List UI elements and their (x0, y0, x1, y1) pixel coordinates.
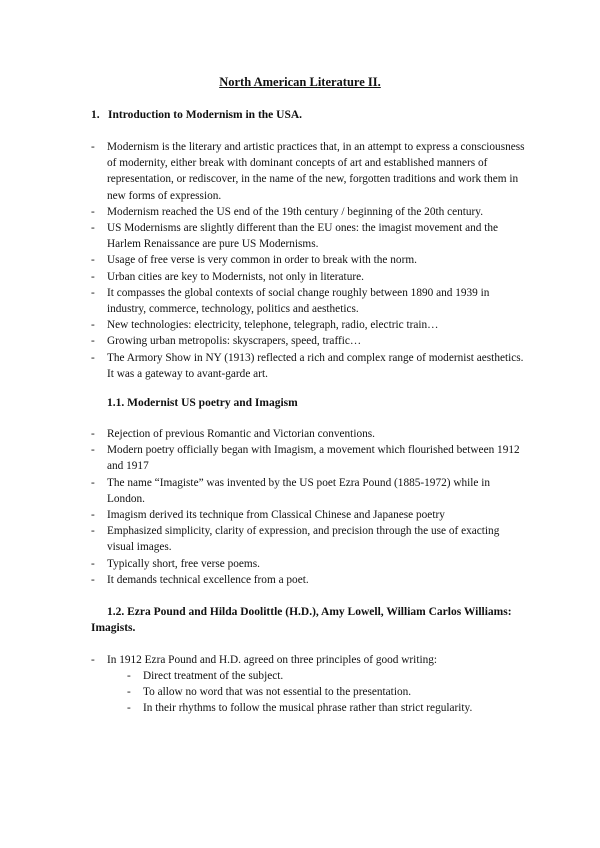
list-item: - The name “Imagiste” was invented by the US poet Ezra Pound (1885-1972) while in London. (91, 476, 491, 505)
list-item: - Modernism is the literary and artistic practices that, in an attempt to express a consciousness of modernity, either break with dominant concepts of art and established manners of representation, or rediscover, in the name of the new, forgotten traditions and work them in new forms of expression. (91, 141, 525, 202)
list-item: - Urban cities are key to Modernists, not only in literature. (91, 270, 364, 283)
section-1-2-bullet-list (0, 652, 527, 668)
section-1-1-bullet-list (0, 426, 527, 588)
list-item: - It compasses the global contexts of social change roughly between 1890 and 1939 in industry, commerce, technology, politics and aesthetics. (91, 286, 490, 316)
list-item: - To allow no word that was not essential to the presentation. (127, 686, 412, 699)
section-1-number: 1. (91, 109, 100, 121)
list-item: - Usage of free verse is very common in order to break with the norm. (91, 254, 417, 267)
list-item: - The Armory Show in NY (1913) reflected a rich and complex range of modernist aesthetics. It was a gateway to avant-garde art. (91, 351, 524, 380)
list-item: - Rejection of previous Romantic and Victorian conventions. (91, 428, 375, 440)
section-1-1-heading: 1.1. Modernist US poetry and Imagism (107, 397, 298, 409)
document-title: North American Literature II. (219, 75, 381, 89)
list-item: - New technologies: electricity, telephone, telegraph, radio, electric train… (91, 319, 439, 332)
list-item: - Direct treatment of the subject. (127, 670, 284, 682)
list-item: - In their rhythms to follow the musical phrase rather than strict regularity. (127, 702, 473, 715)
list-item: - It demands technical excellence from a poet. (91, 573, 309, 586)
section-1-heading-text: Introduction to Modernism in the USA. (108, 109, 303, 121)
section-1-2-sub-bullet-list (0, 668, 523, 717)
list-item: - Imagism derived its technique from Classical Chinese and Japanese poetry (91, 509, 445, 522)
list-item: - Emphasized simplicity, clarity of expression, and precision through the use of exacting visual images. (91, 525, 500, 554)
list-item: - Typically short, free verse poems. (91, 557, 260, 570)
list-item: - US Modernisms are slightly different than the EU ones: the imagist movement and the Harlem Renaissance are pure US Modernisms. (91, 222, 499, 251)
section-1-2-heading: 1.2. Ezra Pound and Hilda Doolittle (H.D.), Amy Lowell, William Carlos Williams: Imagists. (91, 606, 512, 635)
list-item: - In 1912 Ezra Pound and H.D. agreed on three principles of good writing: (91, 654, 438, 666)
list-item: - Modernism reached the US end of the 19th century / beginning of the 20th century. (91, 205, 484, 218)
list-item: - Modern poetry officially began with Imagism, a movement which flourished between 1912 and 1917 (91, 444, 520, 473)
section-1-bullet-list (0, 139, 527, 382)
section-1-heading (91, 107, 302, 123)
list-item: - Growing urban metropolis: skyscrapers, speed, traffic… (91, 335, 362, 348)
